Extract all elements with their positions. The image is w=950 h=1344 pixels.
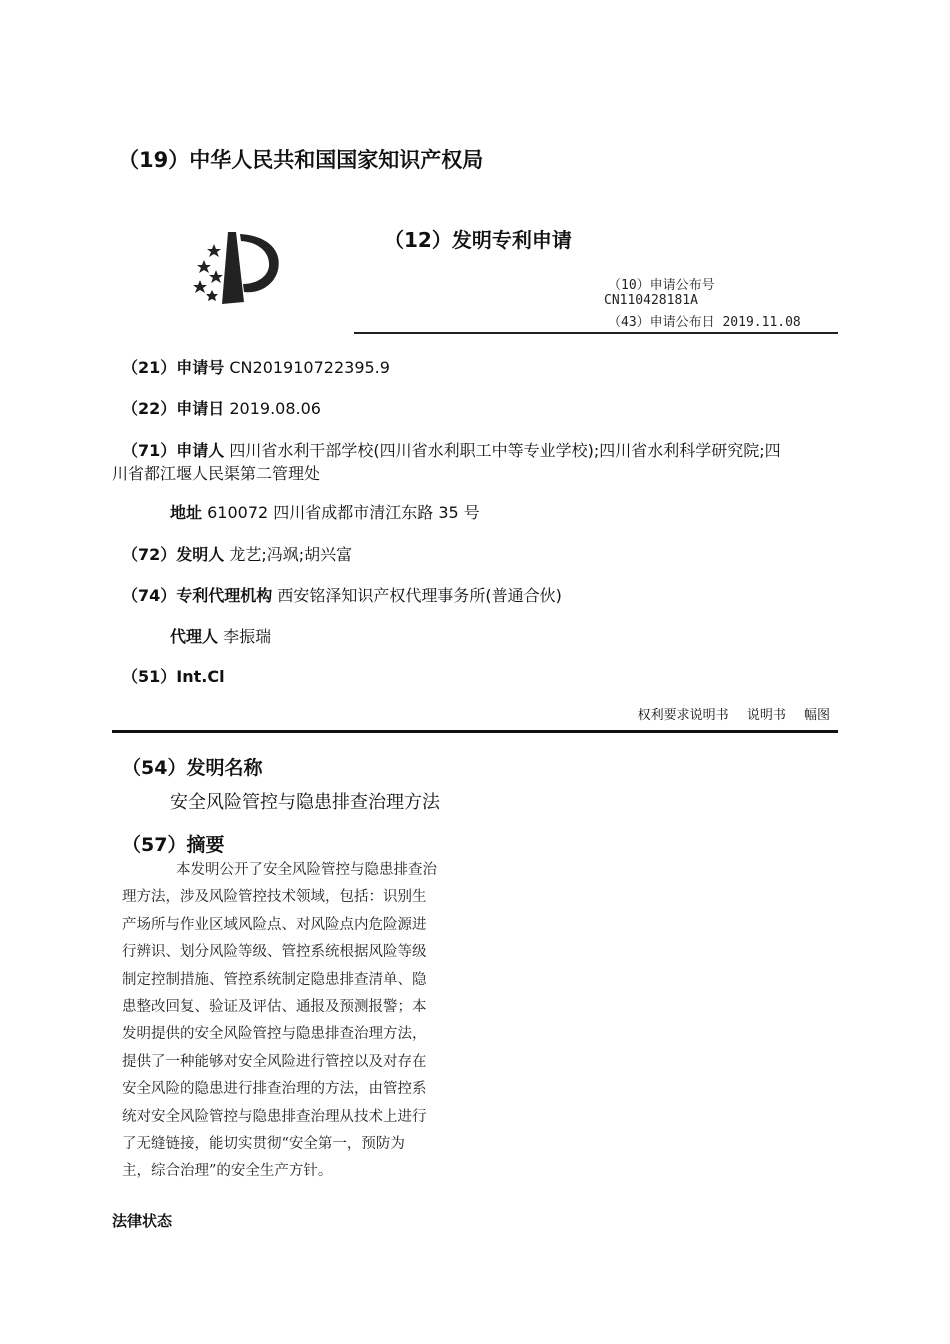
abstract-line: 了无缝链接，能切实贯彻“安全第一，预防为 (122, 1136, 405, 1153)
agency-label: （74）专利代理机构 (122, 586, 273, 605)
applicant-label: （71）申请人 (122, 441, 225, 460)
abstract-line: 发明提供的安全风险管控与隐患排查治理方法， (122, 1026, 427, 1043)
cnipa-emblem-icon (178, 222, 284, 310)
abstract-line: 制定控制措施、管控系统制定隐患排查清单、隐 (122, 971, 427, 988)
int-cl-row (122, 664, 225, 687)
document-type: （12）发明专利申请 (384, 228, 572, 252)
inventor-row (122, 542, 352, 565)
publication-date: （43）申请公布日 2019.11.08 (608, 315, 801, 330)
agent: 李振瑞 (223, 627, 272, 646)
agency: 西安铭泽知识产权代理事务所(普通合伙) (277, 586, 562, 605)
address: 610072 四川省成都市清江东路 35 号 (207, 503, 480, 522)
agent-row (170, 624, 271, 647)
applicant-line-2: 川省都江堰人民渠第二管理处 (112, 464, 321, 483)
section-divider (112, 730, 838, 733)
int-cl-label: （51）Int.Cl (122, 667, 225, 686)
address-label: 地址 (170, 503, 203, 522)
link-description[interactable]: 说明书 (746, 708, 786, 723)
abstract-label: （57）摘要 (122, 834, 225, 856)
invention-title: 安全风险管控与隐患排查治理方法 (170, 792, 440, 813)
abstract-line: 患整改回复、验证及评估、通报及预测报警；本 (122, 999, 427, 1016)
inventor-label: （72）发明人 (122, 545, 225, 564)
publication-number-label: （10）申请公布号 (608, 278, 715, 293)
abstract-line: 统对安全风险管控与隐患排查治理从技术上进行 (122, 1108, 427, 1125)
invention-title-label: （54）发明名称 (122, 757, 263, 779)
abstract-line: 行辨识、划分风险等级、管控系统根据风险等级 (122, 944, 427, 961)
agency-row (122, 583, 562, 606)
link-claims[interactable]: 权利要求说明书 (637, 708, 729, 723)
agent-label: 代理人 (170, 627, 219, 646)
application-number-label: （21）申请号 (122, 358, 225, 377)
legal-status-heading: 法律状态 (112, 1212, 173, 1230)
issuing-office: （19）中华人民共和国国家知识产权局 (118, 148, 484, 172)
abstract-line: 主，综合治理”的安全生产方针。 (122, 1163, 333, 1180)
application-number-row (122, 355, 390, 378)
application-date: 2019.08.06 (229, 399, 321, 418)
application-number: CN201910722395.9 (229, 358, 390, 377)
publication-number: CN110428181A (604, 293, 698, 308)
abstract-line: 提供了一种能够对安全风险进行管控以及对存在 (122, 1053, 427, 1070)
application-date-row (122, 396, 321, 419)
abstract-line: 理方法，涉及风险管控技术领域，包括：识别生 (122, 889, 427, 906)
document-links (624, 704, 830, 723)
link-figures[interactable]: 幅图 (803, 708, 830, 723)
inventors: 龙艺;冯飒;胡兴富 (229, 545, 353, 564)
abstract-line: 产场所与作业区域风险点、对风险点内危险源进 (122, 916, 427, 933)
header-divider (354, 332, 838, 334)
applicant-line-1: 四川省水利干部学校(四川省水利职工中等专业学校);四川省水利科学研究院;四 (229, 441, 781, 460)
abstract-line: 安全风险的隐患进行排查治理的方法，由管控系 (122, 1081, 427, 1098)
applicant-row (122, 438, 781, 461)
abstract-text (122, 857, 482, 1186)
address-row (170, 500, 480, 523)
abstract-line: 本发明公开了安全风险管控与隐患排查治 (176, 862, 437, 878)
application-date-label: （22）申请日 (122, 399, 225, 418)
